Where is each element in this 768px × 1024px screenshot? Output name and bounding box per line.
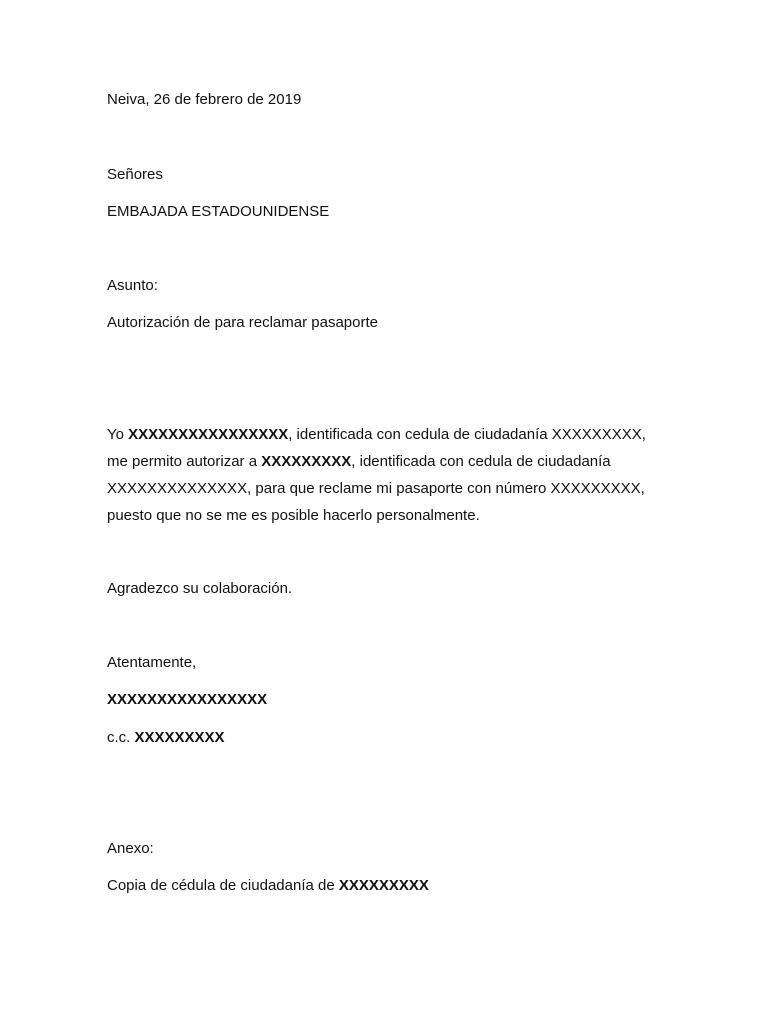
signer-name: XXXXXXXXXXXXXXXX bbox=[107, 691, 268, 708]
signer-id-label: c.c. bbox=[107, 729, 135, 746]
annex-label: Anexo: bbox=[107, 840, 154, 857]
annex-line bbox=[107, 877, 429, 895]
authorizer-name: XXXXXXXXXXXXXXXX bbox=[128, 426, 289, 443]
body-line-1-post: , identificada con cedula de ciudadanía XXXXXXXXX, bbox=[288, 426, 646, 443]
body-line-1-pre: Yo bbox=[107, 426, 129, 443]
body-line-2-pre: me permito autorizar a bbox=[107, 453, 262, 470]
signer-id-line bbox=[107, 729, 225, 747]
body-line-3: XXXXXXXXXXXXXX, para que reclame mi pasaporte con número XXXXXXXXX, bbox=[107, 480, 645, 497]
closing-text: Atentamente, bbox=[107, 654, 197, 671]
thanks-text: Agradezco su colaboración. bbox=[107, 580, 293, 597]
body-line-2-post: , identificada con cedula de ciudadanía bbox=[351, 453, 611, 470]
place-date: Neiva, 26 de febrero de 2019 bbox=[107, 91, 302, 108]
body-line-4: puesto que no se me es posible hacerlo personalmente. bbox=[107, 507, 480, 524]
annex-text: Copia de cédula de ciudadanía de bbox=[107, 877, 339, 894]
subject-label: Asunto: bbox=[107, 277, 158, 294]
body-line-1 bbox=[107, 421, 646, 448]
annex-name: XXXXXXXXX bbox=[338, 877, 429, 894]
signer-id: XXXXXXXXX bbox=[134, 729, 225, 746]
subject-text: Autorización de para reclamar pasaporte bbox=[107, 314, 378, 331]
recipient-title: Señores bbox=[107, 166, 163, 183]
body-line-2 bbox=[107, 448, 646, 475]
body-paragraph bbox=[107, 421, 646, 529]
recipient-name: EMBAJADA ESTADOUNIDENSE bbox=[107, 203, 330, 220]
authorized-name: XXXXXXXXX bbox=[261, 453, 352, 470]
